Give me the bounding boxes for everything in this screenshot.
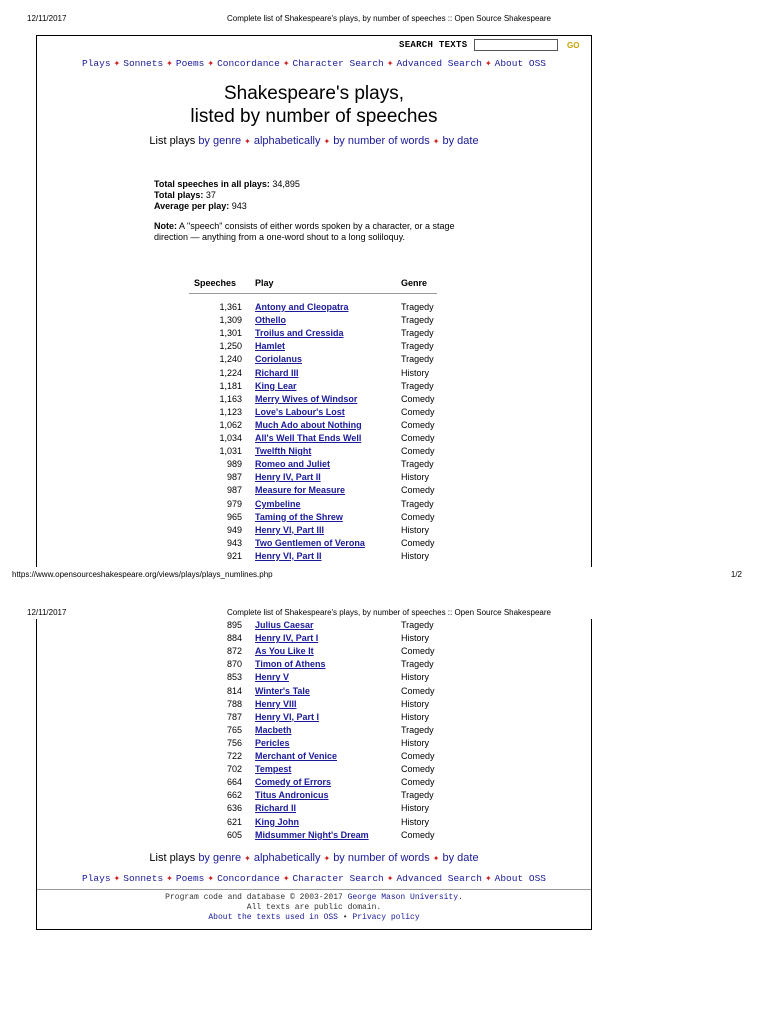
play-genre: History xyxy=(401,672,430,683)
speech-count: 949 xyxy=(226,524,242,535)
play-genre: History xyxy=(401,816,430,827)
play-link[interactable]: Romeo and Juliet xyxy=(255,459,331,470)
nav-plays-bottom[interactable]: Plays xyxy=(82,873,111,884)
footer-rule xyxy=(37,889,591,890)
table-row xyxy=(37,686,591,699)
play-link[interactable]: Pericles xyxy=(255,737,290,748)
table-row xyxy=(37,354,591,367)
stats xyxy=(154,179,300,212)
speech-count: 1,034 xyxy=(219,433,242,443)
search-input[interactable] xyxy=(474,39,558,51)
list-plays-links-bottom xyxy=(37,852,591,864)
nav-separator-icon: ✦ xyxy=(386,875,394,884)
table-row xyxy=(37,817,591,830)
play-link[interactable]: Henry VIII xyxy=(255,698,297,709)
speech-count: 787 xyxy=(226,711,242,722)
header-rule xyxy=(189,293,437,294)
play-genre: Comedy xyxy=(401,393,435,404)
speech-count: 765 xyxy=(226,724,242,735)
table-row xyxy=(37,394,591,407)
play-link[interactable]: Richard II xyxy=(255,803,297,814)
play-genre: Comedy xyxy=(401,777,435,788)
play-genre: Comedy xyxy=(401,751,435,761)
table-row xyxy=(37,407,591,420)
note-label: Note: xyxy=(154,221,177,231)
nav-separator-icon: ✦ xyxy=(113,875,121,884)
table-row xyxy=(37,633,591,646)
nav-separator-icon: ✦ xyxy=(386,60,394,69)
speech-count: 987 xyxy=(226,485,242,496)
table-row xyxy=(37,699,591,712)
play-genre: Comedy xyxy=(401,419,435,430)
speech-count: 1,250 xyxy=(219,341,242,352)
copyright xyxy=(37,893,591,923)
play-link[interactable]: Othello xyxy=(255,315,286,326)
table-row xyxy=(37,738,591,751)
nav-separator-icon: ✦ xyxy=(484,875,492,884)
table-row xyxy=(37,381,591,394)
nav-advanced-search[interactable]: Advanced Search xyxy=(396,58,482,69)
page-title-line1: Shakespeare's plays, xyxy=(223,83,404,104)
nav-separator-icon: ✦ xyxy=(166,60,173,69)
play-genre: Comedy xyxy=(401,685,435,696)
play-link[interactable]: Winter's Tale xyxy=(255,685,310,696)
play-genre: History xyxy=(401,803,430,814)
play-genre: Tragedy xyxy=(401,790,434,801)
bullet: • xyxy=(342,913,348,922)
list-by-genre-link[interactable]: by genre xyxy=(198,135,242,147)
play-link[interactable]: Titus Andronicus xyxy=(255,790,329,801)
table-row xyxy=(37,712,591,725)
play-genre: Comedy xyxy=(401,446,435,457)
nav-character-search-bottom[interactable]: Character Search xyxy=(292,873,384,884)
play-link[interactable]: Henry VI, Part III xyxy=(255,524,325,535)
play-genre: Comedy xyxy=(401,511,435,522)
table-row xyxy=(37,341,591,354)
play-link[interactable]: Twelfth Night xyxy=(255,446,312,457)
speech-count: 872 xyxy=(226,646,242,657)
play-genre: Comedy xyxy=(401,764,435,775)
table-row xyxy=(37,459,591,472)
play-genre: Comedy xyxy=(401,433,435,443)
print-title-2: Complete list of Shakespeare's plays, by number of speeches :: Open Source Shakespeare xyxy=(227,608,551,617)
go-button[interactable]: GO xyxy=(567,41,580,50)
play-genre: Comedy xyxy=(401,537,435,548)
play-genre: History xyxy=(401,711,430,722)
table-row xyxy=(37,420,591,433)
play-link[interactable]: Two Gentlemen of Verona xyxy=(255,537,365,548)
play-genre: History xyxy=(401,524,430,535)
play-link[interactable]: Henry V xyxy=(255,672,290,683)
nav-concordance-bottom[interactable]: Concordance xyxy=(217,873,280,884)
table-row xyxy=(37,315,591,328)
play-link[interactable]: Timon of Athens xyxy=(255,659,326,670)
play-link[interactable]: Love's Labour's Lost xyxy=(255,406,345,417)
nav-separator-icon: ✦ xyxy=(207,875,215,884)
nav-sonnets[interactable]: Sonnets xyxy=(123,58,164,69)
play-genre: Tragedy xyxy=(401,315,434,326)
play-genre: Tragedy xyxy=(401,459,434,470)
nav-separator-icon: ✦ xyxy=(484,60,492,69)
play-link[interactable]: As You Like It xyxy=(255,646,314,657)
table-row xyxy=(37,672,591,685)
speech-count: 1,163 xyxy=(219,393,242,404)
play-link[interactable]: All's Well That Ends Well xyxy=(255,433,362,443)
nav-separator-icon: ✦ xyxy=(282,60,290,69)
nav-advanced-search-bottom[interactable]: Advanced Search xyxy=(396,873,482,884)
play-genre: History xyxy=(401,698,430,709)
table-row xyxy=(37,525,591,538)
play-link[interactable]: Much Ado about Nothing xyxy=(255,419,362,430)
table-row xyxy=(37,368,591,381)
table-row xyxy=(37,659,591,672)
print-header-2 xyxy=(0,606,768,620)
table-row xyxy=(37,446,591,459)
speech-count: 1,181 xyxy=(219,380,242,391)
speech-count: 1,224 xyxy=(219,367,242,378)
play-link[interactable]: Richard III xyxy=(255,367,299,378)
play-link[interactable]: Henry VI, Part I xyxy=(255,711,320,722)
nav-separator-icon: ✦ xyxy=(113,60,121,69)
speech-count: 636 xyxy=(226,803,242,814)
table-row xyxy=(37,512,591,525)
play-genre: Tragedy xyxy=(401,354,434,365)
nav-poems-bottom[interactable]: Poems xyxy=(175,873,205,884)
play-genre: History xyxy=(401,367,430,378)
table-row xyxy=(37,328,591,341)
table-row xyxy=(37,764,591,777)
total-plays-value: 37 xyxy=(205,190,216,200)
speech-count: 979 xyxy=(226,498,242,509)
total-plays-label: Total plays: xyxy=(154,190,204,200)
copyright-text: Program code and database © 2003-2017 xyxy=(165,893,348,902)
page-title xyxy=(37,82,591,128)
average-value: 943 xyxy=(231,201,247,211)
list-separator-icon: ✦ xyxy=(244,854,251,863)
table-row xyxy=(37,725,591,738)
speech-count: 870 xyxy=(226,659,242,670)
play-genre: History xyxy=(401,550,430,561)
play-link[interactable]: Troilus and Cressida xyxy=(255,328,344,339)
speech-count: 662 xyxy=(226,790,242,801)
table-row xyxy=(37,551,591,564)
play-genre: Tragedy xyxy=(401,620,434,630)
public-domain-text: All texts are public domain. xyxy=(246,903,382,912)
list-by-number-of-words-link-bottom[interactable]: by number of words xyxy=(333,852,430,864)
play-link[interactable]: Henry IV, Part I xyxy=(255,633,319,644)
search-label: SEARCH TEXTS xyxy=(399,40,468,50)
list-separator-icon: ✦ xyxy=(432,854,440,863)
list-separator-icon: ✦ xyxy=(432,137,440,146)
table-row xyxy=(37,620,591,633)
list-separator-icon: ✦ xyxy=(244,137,251,146)
print-header xyxy=(0,12,768,26)
header-speeches: Speeches xyxy=(194,278,237,288)
nav-about-oss[interactable]: About OSS xyxy=(494,58,546,69)
average-label: Average per play: xyxy=(154,201,230,211)
list-by-date-link[interactable]: by date xyxy=(442,135,479,147)
speech-count: 788 xyxy=(226,698,242,709)
speech-count: 664 xyxy=(226,777,242,788)
nav-sonnets-bottom[interactable]: Sonnets xyxy=(123,873,164,884)
table-row xyxy=(37,472,591,485)
speech-count: 1,123 xyxy=(219,406,242,417)
note xyxy=(154,221,474,243)
nav-about-oss-bottom[interactable]: About OSS xyxy=(494,873,546,884)
list-separator-icon: ✦ xyxy=(323,137,331,146)
print-url: https://www.opensourceshakespeare.org/views/plays/plays_numlines.php xyxy=(12,570,273,579)
speech-count: 722 xyxy=(226,751,242,761)
note-text: A "speech" consists of either words spoken by a character, or a stage direction — anything from a one-word shout to a long soliloquy. xyxy=(154,221,455,242)
play-link[interactable]: Macbeth xyxy=(255,724,292,735)
speech-count: 921 xyxy=(226,550,242,561)
speech-count: 814 xyxy=(226,685,242,696)
play-link[interactable]: Coriolanus xyxy=(255,354,303,365)
play-genre: Tragedy xyxy=(401,341,434,352)
table-row xyxy=(37,499,591,512)
print-title: Complete list of Shakespeare's plays, by number of speeches :: Open Source Shakespeare xyxy=(227,14,551,23)
speech-count: 895 xyxy=(226,620,242,630)
speech-count: 884 xyxy=(226,633,242,644)
speech-count: 1,301 xyxy=(219,328,242,339)
table-row xyxy=(37,302,591,315)
print-date: 12/11/2017 xyxy=(27,14,67,23)
play-genre: Tragedy xyxy=(401,498,434,509)
play-genre: History xyxy=(401,737,430,748)
nav-concordance[interactable]: Concordance xyxy=(217,58,280,69)
list-separator-icon: ✦ xyxy=(323,854,331,863)
play-genre: Tragedy xyxy=(401,380,434,391)
top-nav xyxy=(37,58,591,69)
nav-separator-icon: ✦ xyxy=(207,60,215,69)
play-link[interactable]: Comedy of Errors xyxy=(255,777,332,788)
list-alphabetically-link-bottom[interactable]: alphabetically xyxy=(253,852,321,864)
speech-count: 1,031 xyxy=(219,446,242,457)
speech-count: 989 xyxy=(226,459,242,470)
nav-separator-icon: ✦ xyxy=(166,875,173,884)
speech-count: 965 xyxy=(226,511,242,522)
play-link[interactable]: Julius Caesar xyxy=(255,620,314,630)
speech-count: 1,361 xyxy=(219,302,242,312)
play-link[interactable]: Merchant of Venice xyxy=(255,751,338,761)
table-row xyxy=(37,803,591,816)
nav-separator-icon: ✦ xyxy=(282,875,290,884)
list-alphabetically-link[interactable]: alphabetically xyxy=(253,135,321,147)
play-link[interactable]: Merry Wives of Windsor xyxy=(255,393,358,404)
play-link[interactable]: Midsummer Night's Dream xyxy=(255,829,369,840)
play-genre: Tragedy xyxy=(401,659,434,670)
play-genre: Tragedy xyxy=(401,724,434,735)
table-row xyxy=(37,777,591,790)
list-by-genre-link-bottom[interactable]: by genre xyxy=(198,852,242,864)
speech-count: 621 xyxy=(226,816,242,827)
bottom-nav xyxy=(37,873,591,884)
table-row xyxy=(37,433,591,446)
list-by-date-link-bottom[interactable]: by date xyxy=(442,852,479,864)
play-link[interactable]: Henry VI, Part II xyxy=(255,550,322,561)
play-link[interactable]: Taming of the Shrew xyxy=(255,511,343,522)
list-plays-label: List plays xyxy=(149,135,196,147)
speech-count: 1,309 xyxy=(219,315,242,326)
table-row xyxy=(37,485,591,498)
play-link[interactable]: Antony and Cleopatra xyxy=(255,302,349,312)
play-link[interactable]: King Lear xyxy=(255,380,297,391)
speech-count: 853 xyxy=(226,672,242,683)
table-row xyxy=(37,538,591,551)
play-link[interactable]: Henry IV, Part II xyxy=(255,472,321,483)
play-genre: Tragedy xyxy=(401,328,434,339)
page-content-1 xyxy=(36,35,592,567)
speech-count: 987 xyxy=(226,472,242,483)
header-play: Play xyxy=(255,278,274,288)
nav-plays[interactable]: Plays xyxy=(82,58,111,69)
page-content-2 xyxy=(36,619,592,930)
play-link[interactable]: Hamlet xyxy=(255,341,286,352)
nav-character-search[interactable]: Character Search xyxy=(292,58,384,69)
play-genre: History xyxy=(401,633,430,644)
play-genre: Comedy xyxy=(401,646,435,657)
list-plays-label: List plays xyxy=(149,852,196,864)
list-plays-links xyxy=(37,135,591,147)
header-genre: Genre xyxy=(401,278,428,288)
play-link[interactable]: King John xyxy=(255,816,299,827)
play-genre: Comedy xyxy=(401,406,435,417)
speech-count: 1,240 xyxy=(219,354,242,365)
nav-poems[interactable]: Poems xyxy=(175,58,205,69)
table-row xyxy=(37,751,591,764)
about-texts-link[interactable]: About the texts used in OSS xyxy=(208,913,338,922)
speech-count: 702 xyxy=(226,764,242,775)
play-genre: History xyxy=(401,472,430,483)
table-row xyxy=(37,830,591,843)
table-row xyxy=(37,646,591,659)
print-date-2: 12/11/2017 xyxy=(27,608,67,617)
print-page-number: 1/2 xyxy=(730,570,742,579)
speech-count: 605 xyxy=(226,829,242,840)
table-row xyxy=(37,790,591,803)
total-speeches-value: 34,895 xyxy=(272,179,300,189)
page-title-line2: listed by number of speeches xyxy=(190,106,438,127)
list-by-number-of-words-link[interactable]: by number of words xyxy=(333,135,430,147)
speech-count: 943 xyxy=(226,537,242,548)
play-link[interactable]: Measure for Measure xyxy=(255,485,346,496)
total-speeches-label: Total speeches in all plays: xyxy=(154,179,270,189)
play-genre: Comedy xyxy=(401,829,435,840)
play-genre: Comedy xyxy=(401,485,435,496)
speech-count: 756 xyxy=(226,737,242,748)
gmu-link[interactable]: George Mason University. xyxy=(347,893,463,902)
play-genre: Tragedy xyxy=(401,302,434,312)
play-link[interactable]: Tempest xyxy=(255,764,292,775)
privacy-link[interactable]: Privacy policy xyxy=(352,913,420,922)
play-link[interactable]: Cymbeline xyxy=(255,498,301,509)
speech-count: 1,062 xyxy=(219,419,242,430)
